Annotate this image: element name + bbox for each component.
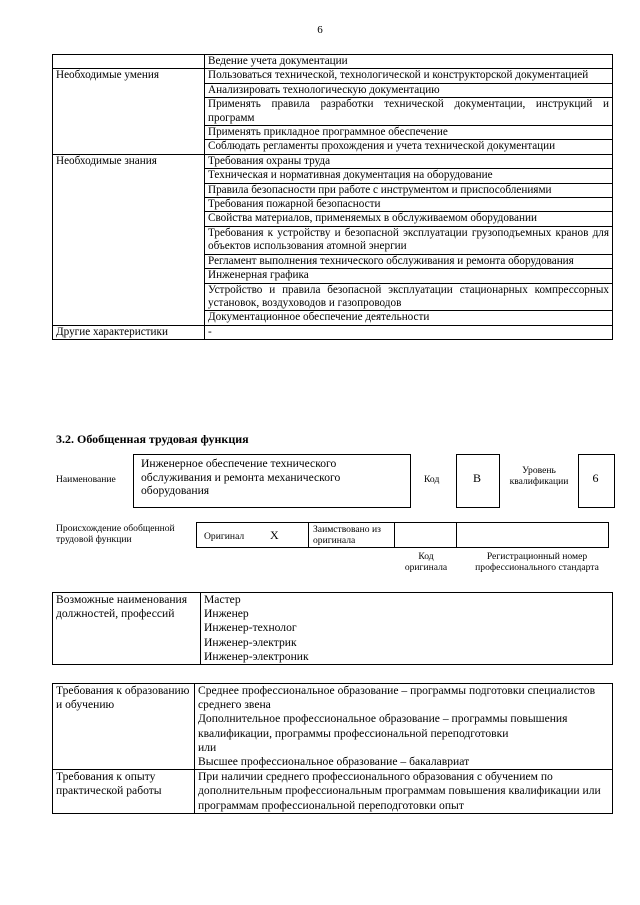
empty-label-cell [53, 55, 205, 69]
other-label: Другие характеристики [53, 325, 205, 339]
name-label: Наименование [56, 474, 116, 485]
positions-list [201, 593, 613, 665]
position-item: Инженер-технолог [204, 621, 297, 635]
original-mark: X [270, 528, 279, 542]
education-line: Среднее профессиональное образование – программы подготовки специалистов среднего звена [198, 684, 596, 712]
skills-label: Необходимые умения [53, 69, 205, 154]
other-value: - [205, 325, 613, 339]
experience-text: При наличии среднего профессионального образования с обучением по дополнительным профессиональным программам повышения квалификации или программам профессиональной переподготовки опыт [195, 770, 613, 814]
knowledge-label: Необходимые знания [53, 154, 205, 325]
knowledge-item: Правила безопасности при работе с инструментом и приспособлениями [205, 183, 613, 197]
education-cell [195, 684, 613, 770]
skill-item: Соблюдать регламенты прохождения и учета технической документации [205, 140, 613, 154]
position-item: Мастер [204, 593, 241, 606]
education-line: Высшее профессиональное образование – бакалавриат [198, 755, 470, 769]
knowledge-item: Инженерная графика [205, 269, 613, 283]
knowledge-item: Регламент выполнения технического обслуживания и ремонта оборудования [205, 254, 613, 268]
knowledge-item: Требования к устройству и безопасной эксплуатации грузоподъемных кранов для объектов использования атомной энергии [205, 226, 613, 254]
knowledge-item: Техническая и нормативная документация на оборудование [205, 169, 613, 183]
code-value: B [472, 471, 481, 485]
origin-label: Происхождение обобщенной трудовой функции [56, 523, 175, 545]
code-label: Код [424, 474, 440, 485]
borrowed-label: Заимствовано из оригинала [313, 524, 381, 546]
skill-item: Применять правила разработки технической документации, инструкций и программ [205, 98, 613, 126]
knowledge-item: Свойства материалов, применяемых в обслуживаемом оборудовании [205, 212, 613, 226]
page-number: 6 [317, 24, 323, 36]
knowledge-item: Требования охраны труда [205, 154, 613, 168]
labor-actions-table [52, 54, 613, 340]
skill-item: Пользоваться технической, технологической и конструкторской документацией [205, 69, 613, 83]
origin-divider-2 [394, 522, 395, 547]
skill-item: Анализировать технологическую документацию [205, 83, 613, 97]
positions-label: Возможные наименования должностей, профессий [53, 593, 201, 665]
position-item: Инженер-электроник [204, 649, 309, 663]
continuation-item: Ведение учета документации [205, 55, 613, 69]
position-item: Инженер-электрик [204, 635, 297, 649]
registration-number-caption: Регистрационный номер профессионального стандарта [475, 551, 599, 573]
experience-label: Требования к опыту практической работы [53, 770, 195, 814]
knowledge-item: Устройство и правила безопасной эксплуатации стационарных компрессорных установок, воздуховодов и газопроводов [205, 283, 613, 311]
name-value: Инженерное обеспечение технического обслуживания и ремонта механического оборудования [141, 457, 341, 498]
education-line: Дополнительное профессиональное образование – программы повышения квалификации, программы профессиональной переподготовки [198, 712, 568, 740]
origin-box [196, 522, 609, 548]
positions-table [52, 592, 613, 665]
original-code-caption: Код оригинала [404, 551, 448, 573]
level-label: Уровень квалификации [509, 465, 569, 487]
requirements-table [52, 683, 613, 814]
section-title: 3.2. Обобщенная трудовая функция [56, 432, 249, 446]
origin-divider-1 [308, 522, 309, 547]
skill-item: Применять прикладное программное обеспечение [205, 126, 613, 140]
education-line: или [198, 740, 217, 754]
origin-divider-3 [456, 522, 457, 547]
knowledge-item: Требования пожарной безопасности [205, 198, 613, 212]
original-label: Оригинал [204, 531, 245, 542]
education-label: Требования к образованию и обучению [53, 684, 195, 770]
level-value: 6 [592, 471, 599, 485]
position-item: Инженер [204, 607, 249, 621]
knowledge-item: Документационное обеспечение деятельности [205, 311, 613, 325]
